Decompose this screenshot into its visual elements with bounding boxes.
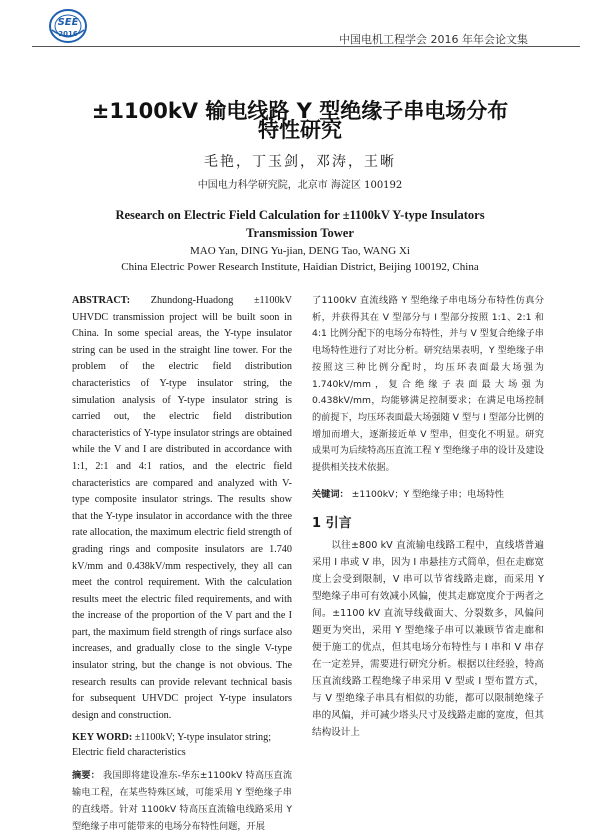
keywords-cn — [312, 487, 544, 502]
abstract-en — [72, 293, 292, 724]
authors-en: MAO Yan, DING Yu-jian, DENG Tao, WANG Xi — [190, 245, 410, 257]
abstract-cn — [72, 768, 292, 835]
title-cn-line2: 特性研究 — [258, 118, 342, 142]
running-head: 中国电机工程学会 2016 年年会论文集 — [339, 33, 528, 46]
abstract-cn-label: 摘要： — [72, 770, 100, 782]
logo-year-text: 2016 — [58, 30, 78, 38]
title-en-line1: Research on Electric Field Calculation for ±1100kV Y-type Insulators — [115, 208, 485, 222]
page-header — [0, 0, 600, 48]
affiliation-cn: 中国电力科学研究院，北京市 海淀区 100192 — [197, 180, 403, 191]
affiliation-en: China Electric Power Research Institute, Haidian District, Beijing 100192, China — [121, 261, 479, 273]
conference-logo — [48, 8, 88, 44]
keywords-en — [72, 730, 292, 760]
authors-cn: 毛艳，丁玉剑，邓涛，王晰 — [204, 154, 396, 170]
keywords-en-text: ±1100kV; Y-type insulator string; Electric field characteristics — [72, 732, 272, 759]
keywords-en-label: KEY WORD: — [72, 732, 133, 744]
header-divider — [32, 46, 580, 47]
keywords-cn-text: ±1100kV；Y 型绝缘子串；电场特性 — [351, 488, 504, 500]
right-column — [312, 293, 544, 741]
title-cn-line1: ±1100kV 输电线路 Y 型绝缘子串电场分布 — [91, 99, 509, 123]
left-column — [72, 293, 292, 835]
title-en-line2: Transmission Tower — [246, 226, 354, 240]
abstract-en-text: Zhundong-Huadong ±1100kV UHVDC transmission project will be built soon in China. In some special areas, the Y-type insulator string can be used in the straight line tower. For the problem of the electric field distribution characteristics of Y-type insulator string, the simulation analysis of Y-type insulator string is carried out, the electric field distribution characteristics of Y-type insulator strings are obtained while the V and I are distributed in accordance with 1:1, 2:1 and 4:1 ratios, and the electric field characteristics are compared and analyzed with V-type composite insulator strings. The results show that the Y-type insulator in accordance with the three rate allocation, the maximum electric field strength of grading rings and composite insulators are 1.740 kV/mm and 0.438kV/mm respectively, they all can meet the control requirement. With the calculation results meet the electric filed requirements, and with the increase of the proportion of the V part and the I part, the maximum field strength of rings surface also increases, and gradually close to the single V-type insulator string, but the change is not obvious. The research results can provide relevant technical basis for subsequent UHVDC project Y-type insulators design and construction. — [72, 295, 292, 721]
abstract-en-label: ABSTRACT: — [72, 295, 131, 306]
abstract-cn-continued: 了1100kV 直流线路 Y 型绝缘子串电场分布特性仿真分析，并获得其在 V 型部分与 I 型部分按照 1:1、2:1 和 4:1 比例分配下的电场分布特性，并与 V 型复合绝缘子串电场特性进行了对比分析。研究结果表明，Y 型绝缘子串按照这三种比例分配时，均压环表面最大场强为 1.740kV/mm，复合绝缘子表面最大场强为 0.438kV/mm，均能够满足控制要求；在满足电场控制的前提下，均压环表面最大场强随 V 型与 I 型部分比例的增加而增大，逐渐接近单 V 型串，但变化不明显。研究成果可为后续特高压直流工程 Y 型绝缘子串的设计及建设提供相关技术依据。 — [312, 295, 544, 474]
section-1-heading: 1 引言 — [312, 515, 352, 531]
section-1-paragraph: 以往±800 kV 直流输电线路工程中，直线塔普遍采用 I 串或 V 串，因为 I 串悬挂方式简单，但在走廊宽度上会受到限制，V 串可以节省线路走廊，而采用 Y 型绝缘子串可有效减小风偏，使其走廊宽度介于两者之间。±1100 kV 直流导线截面大、分裂数多，风偏问题更为突出，采用 Y 型绝缘子串可以兼顾节省走廊和便于施工的优点，但其电场分布特性与 I 串和 V 串存在一定差异，需要进行研究分析。根据以往经验，特高压直流线路工程绝缘子串采用 V 型或 I 型布置方式，与 V 型绝缘子串具有相似的功能，都可以限制绝缘子串的风偏，并可减少塔头尺寸及线路走廊的宽度，但其结构设计上 — [312, 539, 544, 738]
logo-see-text: SEE — [57, 17, 79, 28]
keywords-cn-label: 关键词： — [312, 488, 349, 500]
abstract-cn-text: 我国即将建设准东-华东±1100kV 特高压直流输电工程，在某些特殊区域，可能采用 Y 型绝缘子串的直线塔。针对 1100kV 特高压直流输电线路采用 Y 型绝缘子串可能带来的电场分布特性问题，开展 — [72, 770, 293, 832]
